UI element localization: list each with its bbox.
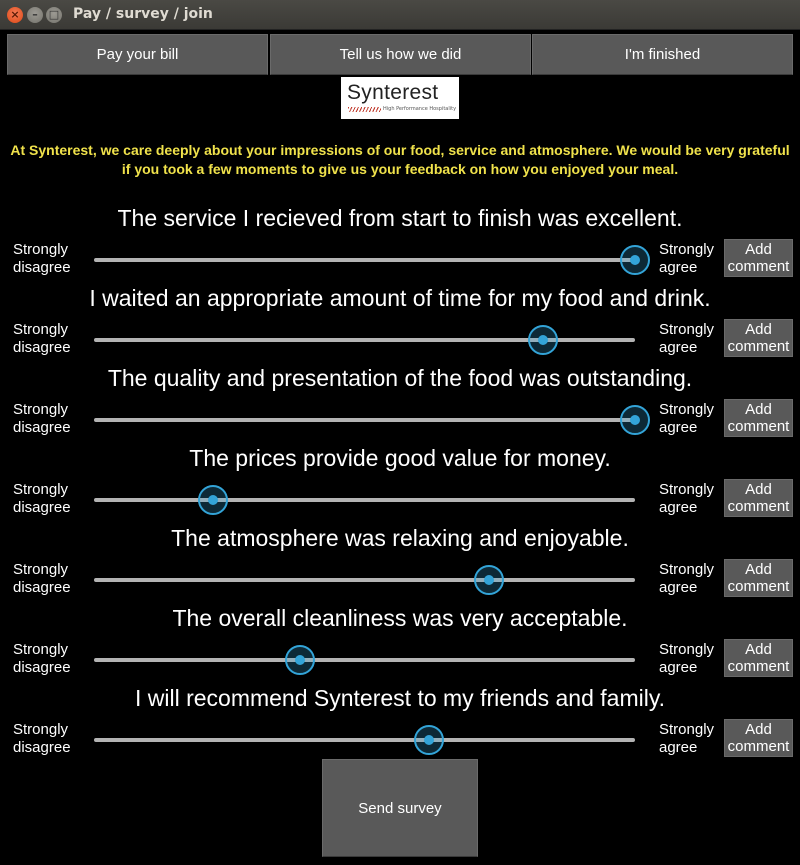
rating-slider-thumb[interactable] bbox=[620, 405, 650, 435]
rating-slider-thumb[interactable] bbox=[528, 325, 558, 355]
add-comment-button[interactable]: Add comment bbox=[724, 639, 793, 677]
logo-wordmark: Synterest bbox=[347, 81, 439, 104]
strongly-agree-label: Strongly agree bbox=[659, 401, 715, 436]
add-comment-button[interactable]: Add comment bbox=[724, 559, 793, 597]
strongly-disagree-label: Strongly disagree bbox=[13, 321, 71, 356]
pay-bill-button[interactable]: Pay your bill bbox=[7, 34, 268, 75]
rating-slider-track[interactable] bbox=[94, 658, 635, 662]
question-text: I waited an appropriate amount of time for my food and drink. bbox=[89, 285, 711, 311]
question-text: I will recommend Synterest to my friends and family. bbox=[134, 685, 666, 711]
title-bar bbox=[0, 0, 800, 30]
rating-slider-track[interactable] bbox=[94, 578, 635, 582]
rating-slider-thumb[interactable] bbox=[414, 725, 444, 755]
maximize-window-icon[interactable]: □ bbox=[46, 7, 62, 23]
strongly-agree-label: Strongly agree bbox=[659, 241, 715, 276]
minimize-window-icon[interactable]: – bbox=[27, 7, 43, 23]
question-text: The atmosphere was relaxing and enjoyable. bbox=[171, 525, 629, 551]
rating-slider-thumb[interactable] bbox=[474, 565, 504, 595]
rating-slider-thumb[interactable] bbox=[198, 485, 228, 515]
strongly-agree-label: Strongly agree bbox=[659, 561, 715, 596]
rating-slider-track[interactable] bbox=[94, 498, 635, 502]
rating-slider-track[interactable] bbox=[94, 738, 635, 742]
strongly-disagree-label: Strongly disagree bbox=[13, 401, 71, 436]
strongly-agree-label: Strongly agree bbox=[659, 641, 715, 676]
add-comment-button[interactable]: Add comment bbox=[724, 719, 793, 757]
question-text: The quality and presentation of the food was outstanding. bbox=[107, 365, 693, 391]
question-text: The service I recieved from start to finish was excellent. bbox=[117, 205, 683, 231]
question-text: The prices provide good value for money. bbox=[189, 445, 611, 471]
strongly-disagree-label: Strongly disagree bbox=[13, 481, 71, 516]
add-comment-button[interactable]: Add comment bbox=[724, 319, 793, 357]
strongly-disagree-label: Strongly disagree bbox=[13, 241, 71, 276]
add-comment-button[interactable]: Add comment bbox=[724, 479, 793, 517]
add-comment-button[interactable]: Add comment bbox=[724, 239, 793, 277]
rating-slider-track[interactable] bbox=[94, 258, 635, 262]
logo-hatch-mark bbox=[348, 107, 381, 112]
finished-button[interactable]: I'm finished bbox=[532, 34, 793, 75]
rating-slider-thumb[interactable] bbox=[620, 245, 650, 275]
add-comment-button[interactable]: Add comment bbox=[724, 399, 793, 437]
question-text: The overall cleanliness was very acceptable. bbox=[172, 605, 628, 631]
logo-tagline: High Performance Hospitality bbox=[383, 106, 457, 112]
intro-text: At Synterest, we care deeply about your impressions of our food, service and atmosphere. We would be very grateful if you took a few moments to give us your feedback on how you enjoyed your meal. bbox=[10, 142, 790, 177]
strongly-disagree-label: Strongly disagree bbox=[13, 561, 71, 596]
rating-slider-thumb[interactable] bbox=[285, 645, 315, 675]
synterest-logo bbox=[341, 77, 459, 119]
send-survey-button[interactable]: Send survey bbox=[322, 759, 478, 857]
strongly-disagree-label: Strongly disagree bbox=[13, 641, 71, 676]
strongly-agree-label: Strongly agree bbox=[659, 721, 715, 756]
strongly-agree-label: Strongly agree bbox=[659, 321, 715, 356]
strongly-agree-label: Strongly agree bbox=[659, 481, 715, 516]
window-title: Pay / survey / join bbox=[73, 6, 213, 22]
rating-slider-track[interactable] bbox=[94, 418, 635, 422]
feedback-button[interactable]: Tell us how we did bbox=[270, 34, 531, 75]
close-window-icon[interactable]: × bbox=[7, 7, 23, 23]
strongly-disagree-label: Strongly disagree bbox=[13, 721, 71, 756]
